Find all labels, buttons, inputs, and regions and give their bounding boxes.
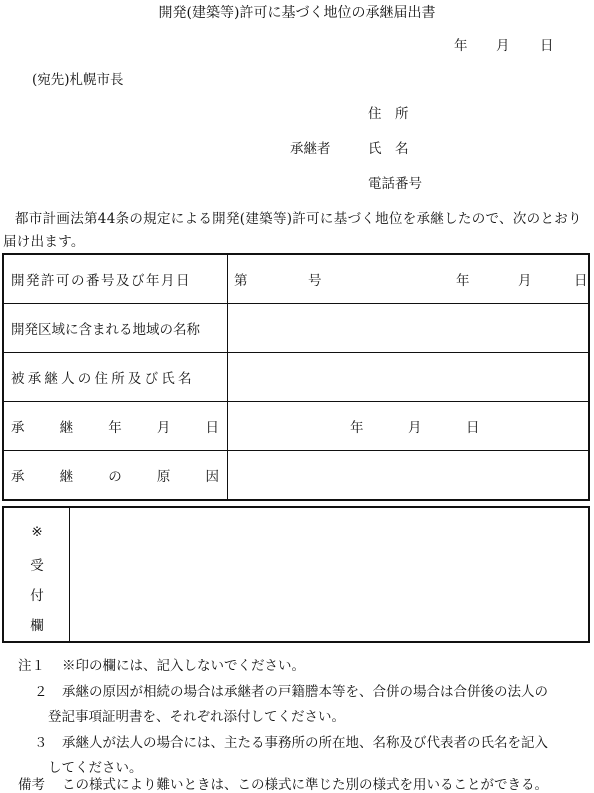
permit-number-date-label: 開発許可の番号及び年月日 — [3, 254, 228, 304]
succession-month-label: 月 — [408, 420, 422, 436]
permit-year-label: 年 — [456, 273, 470, 289]
body-statement: 都市計画法第44条の規定による開発(建築等)許可に基づく地位を承継したので、次のとおり届け出ます。 — [3, 211, 582, 250]
permit-no-prefix: 第 — [234, 273, 248, 289]
succession-date-field[interactable] — [228, 402, 590, 451]
predecessor-field[interactable] — [228, 353, 590, 402]
note-3-text: 承継人が法人の場合には、主たる事務所の所在地、名称及び代表者の氏名を記入 — [62, 735, 548, 751]
table-row — [3, 353, 589, 402]
table-row — [3, 304, 589, 353]
permit-day-label: 日 — [574, 273, 588, 289]
permit-month-label: 月 — [518, 273, 532, 289]
remarks-text: この様式により難いときは、この様式に準じた別の様式を用いることができる。 — [62, 777, 548, 793]
succession-year-label: 年 — [350, 420, 364, 436]
area-name-field[interactable] — [228, 304, 590, 353]
receipt-label: ※ 受 付 欄 — [4, 508, 70, 641]
succession-cause-label: 承 継 の 原 因 — [3, 451, 228, 501]
notification-form-table — [2, 253, 590, 501]
address-label: 住 所 — [368, 106, 409, 122]
note-1: 注１ — [18, 658, 45, 674]
name-label: 氏 名 — [368, 141, 409, 157]
predecessor-label: 被承継人の住所及び氏名 — [3, 353, 228, 402]
receipt-mark: ※ — [31, 524, 43, 540]
succession-day-label: 日 — [466, 420, 480, 436]
table-row — [3, 402, 589, 451]
date-day-label: 日 — [540, 38, 554, 54]
applicant-block — [290, 102, 470, 202]
receipt-stamp-area — [70, 508, 588, 641]
note-2-number: ２ — [34, 684, 48, 700]
succession-cause-field[interactable] — [228, 451, 590, 501]
area-name-label: 開発区域に含まれる地域の名称 — [3, 304, 228, 353]
note-3-continuation: してください。 — [48, 760, 143, 776]
succession-date-label: 承 継 年 月 日 — [3, 402, 228, 451]
permit-number-date-field[interactable] — [228, 254, 590, 304]
date-month-label: 月 — [496, 38, 510, 54]
note-2-text: 承継の原因が相続の場合は承継者の戸籍謄本等を、合併の場合は合併後の法人の — [62, 684, 548, 700]
receipt-box — [2, 506, 590, 643]
table-row — [3, 254, 589, 304]
addressee: (宛先)札幌市長 — [32, 72, 124, 88]
phone-label: 電話番号 — [368, 176, 422, 192]
successor-label: 承継者 — [290, 141, 331, 157]
note-1-text: ※印の欄には、記入しないでください。 — [62, 658, 305, 674]
permit-no-suffix: 号 — [308, 273, 322, 289]
note-2-continuation: 登記事項証明書を、それぞれ添付してください。 — [48, 709, 345, 725]
table-row — [3, 451, 589, 501]
note-3-number: ３ — [34, 735, 48, 751]
remarks-label: 備考 — [18, 777, 45, 793]
date-year-label: 年 — [454, 38, 468, 54]
document-title: 開発(建築等)許可に基づく地位の承継届出書 — [158, 5, 436, 21]
